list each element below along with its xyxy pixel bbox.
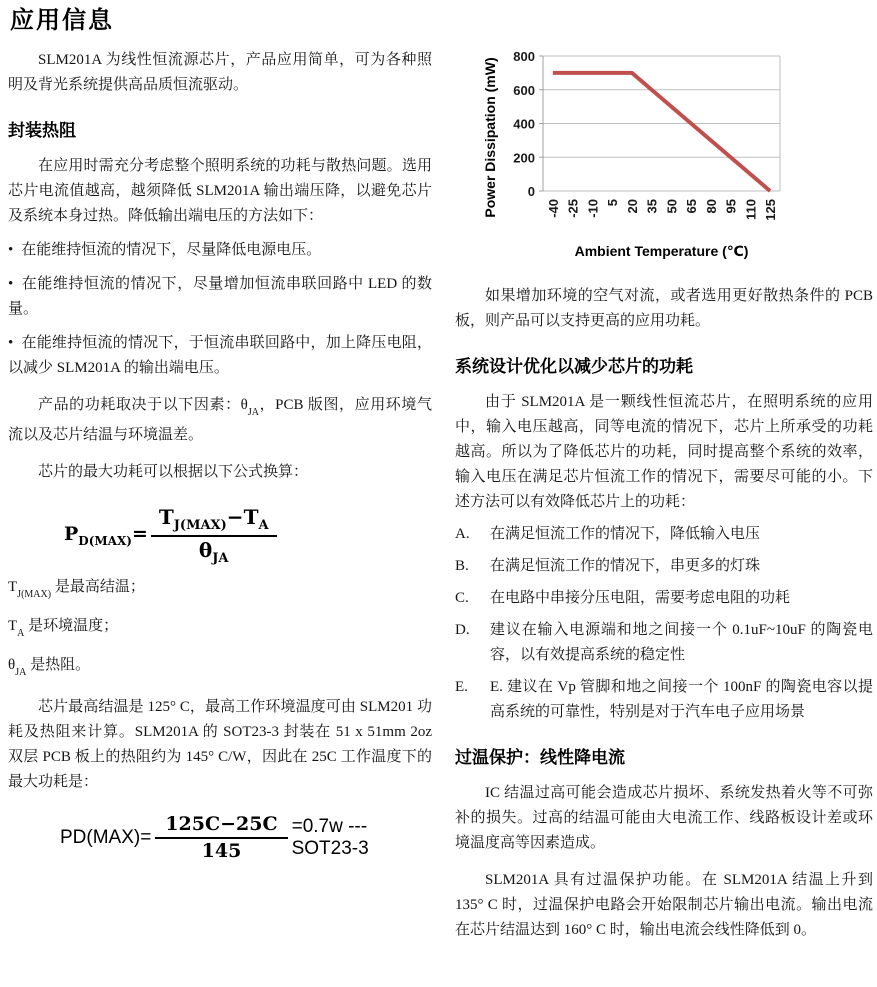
formula-pdmax-value	[60, 813, 432, 862]
list-label: B.	[455, 558, 469, 574]
left-column	[8, 0, 432, 862]
fraction-numerator	[151, 505, 277, 535]
symbol-T: T	[8, 579, 18, 595]
symbol-T: T	[243, 505, 259, 529]
chart-canvas	[455, 42, 791, 267]
theta-symbol: θ	[240, 397, 248, 413]
heading-thermal-protection: 过温保护：线性降电流	[455, 748, 625, 767]
thermal-protection-paragraph-1: IC 结温过高可能会造成芯片损坏、系统发热着火等不可弥补的损失。过高的结温可能由大电流工作、线路板设计差或环境温度高等因素造成。	[455, 785, 873, 851]
equals-sign: =	[131, 523, 148, 546]
x-tick-label: 35	[644, 199, 660, 214]
x-tick-label: 80	[703, 199, 719, 214]
subscript-a: A	[258, 518, 269, 533]
x-tick-label: 5	[605, 199, 621, 207]
bullet-text: 在能维持恒流的情况下，尽量降低电源电压。	[21, 242, 322, 258]
x-tick-label: 20	[624, 199, 640, 214]
max-power-calc-paragraph: 芯片最高结温是 125° C，最高工作环境温度可由 SLM201 功耗及热阻来计算。SLM201A 的 SOT23-3 封装在 51 x 51mm 2oz 双层 PCB 板上的热阻约为 145° C/W，因此在 25C 工作温度下的最大功耗是：	[8, 699, 432, 790]
list-label: A.	[455, 526, 470, 542]
list-text: 在满足恒流工作的情况下，降低输入电压	[490, 526, 761, 542]
subscript-ja: JA	[15, 667, 27, 678]
bullet-icon: •	[8, 335, 14, 351]
power-dissipation-chart	[455, 42, 873, 272]
list-text: 建议在输入电源端和地之间接一个 0.1uF~10uF 的陶瓷电容，以有效提高系统的稳定性	[490, 622, 873, 663]
definition-text: 是热阻。	[26, 657, 91, 673]
x-tick-label: 110	[743, 199, 759, 220]
x-tick-label: 65	[684, 199, 700, 214]
formula-pdmax	[64, 505, 432, 566]
x-tick-label: -25	[565, 199, 581, 218]
formula-intro-paragraph: 芯片的最大功耗可以根据以下公式换算：	[38, 464, 309, 480]
fraction	[151, 505, 277, 566]
factors-paragraph	[8, 393, 432, 448]
heading-package-thermal: 封装热阻	[8, 121, 76, 140]
subscript-jmax: J(MAX)	[17, 589, 52, 600]
airflow-paragraph: 如果增加环境的空气对流，或者选用更好散热条件的 PCB 板，则产品可以支持更高的应用功耗。	[455, 288, 873, 329]
theta-subscript: JA	[247, 407, 259, 418]
list-item-b	[455, 554, 873, 579]
list-item-e	[455, 675, 873, 725]
x-tick-label: 95	[723, 199, 739, 214]
symbol-T: T	[158, 505, 174, 529]
fraction	[155, 813, 287, 862]
factors-prefix: 产品的功耗取决于以下因素：	[38, 397, 241, 413]
list-item-d	[455, 618, 873, 668]
factors-suffix: ，PCB 版图，应用环境气流以及芯片结温与环境温差。	[8, 397, 432, 443]
x-tick-label: 50	[664, 199, 680, 214]
fraction-denominator	[151, 535, 277, 566]
x-tick-label: -40	[545, 199, 561, 218]
symbol-theta: θ	[8, 657, 16, 673]
system-design-paragraph: 由于 SLM201A 是一颗线性恒流芯片，在照明系统的应用中，输入电压越高，同等电流的情况下，芯片上所承受的功耗越高。所以为了降低芯片的功耗，同时提高整个系统的效率，输入电压在满足芯片恒流工作的情况下，需要尽可能的小。下述方法可以有效降低芯片上的功耗：	[455, 394, 873, 510]
minus-sign: −	[226, 505, 244, 529]
formula-result: =0.7w --- SOT23-3	[291, 815, 369, 859]
subscript-dmax: D(MAX)	[78, 533, 132, 548]
fraction-denominator: 145	[155, 837, 287, 862]
right-column	[455, 0, 873, 943]
bullet-text: 在能维持恒流的情况下，于恒流串联回路中，加上降压电阻，以减少 SLM201A 的输出端电压。	[8, 335, 432, 376]
symbol-P: P	[64, 523, 79, 546]
definition-text: 是最高结温；	[51, 579, 145, 595]
list-text: 在电路中串接分压电阻，需要考虑电阻的功耗	[490, 590, 791, 606]
y-tick-label: 800	[513, 49, 535, 64]
bullet-icon: •	[8, 276, 14, 292]
symbol-theta: θ	[198, 538, 213, 562]
list-item-c	[455, 586, 873, 611]
bullet-item	[8, 331, 432, 381]
bullet-text: 在能维持恒流的情况下，尽量增加恒流串联回路中 LED 的数量。	[8, 276, 432, 317]
y-tick-label: 0	[527, 184, 535, 199]
y-tick-label: 200	[513, 150, 535, 166]
x-tick-label: -10	[585, 199, 601, 218]
definition-ta	[8, 614, 432, 644]
y-axis-title: Power Dissipation (mW)	[482, 57, 498, 218]
y-tick-label: 400	[513, 116, 535, 132]
subscript-a: A	[17, 628, 25, 639]
power-derating-line	[553, 73, 770, 191]
subscript-jmax: J(MAX)	[173, 518, 227, 533]
subscript-ja: JA	[212, 551, 229, 566]
intro-paragraph: SLM201A 为线性恒流源芯片，产品应用简单，可为各种照明及背光系统提供高品质恒流驱动。	[8, 52, 432, 93]
fraction-numerator: 125C−25C	[165, 813, 278, 835]
x-tick-label: 125	[763, 199, 779, 221]
bullet-item	[8, 272, 432, 322]
list-text: 在满足恒流工作的情况下，串更多的灯珠	[490, 558, 761, 574]
list-item-a	[455, 522, 873, 547]
symbol-T: T	[8, 618, 18, 634]
list-label: D.	[455, 622, 470, 638]
heading-system-design: 系统设计优化以减少芯片的功耗	[455, 357, 693, 376]
y-tick-label: 600	[513, 82, 535, 98]
definition-theta-ja	[8, 653, 432, 683]
definition-text: 是环境温度；	[24, 618, 119, 634]
formula-lhs: PD(MAX)=	[60, 826, 152, 848]
list-label: E.	[455, 679, 468, 695]
definition-tjmax	[8, 575, 432, 605]
formula-lhs	[64, 523, 148, 548]
bullet-icon: •	[8, 242, 14, 258]
bullet-item	[8, 238, 432, 263]
list-label: C.	[455, 590, 469, 606]
thermal-protection-paragraph-2: SLM201A 具有过温保护功能。在 SLM201A 结温上升到 135° C 时，过温保护电路会开始限制芯片输出电流。输出电流在芯片结温达到 160° C 时，输出电流会线性降低到 0。	[455, 872, 873, 938]
list-text: E. 建议在 Vp 管脚和地之间接一个 100nF 的陶瓷电容以提高系统的可靠性，特别是对于汽车电子应用场景	[490, 679, 873, 720]
x-axis-title: Ambient Temperature (℃)	[574, 243, 749, 259]
page-title: 应用信息	[10, 7, 114, 34]
thermal-paragraph: 在应用时需充分考虑整个照明系统的功耗与散热问题。选用芯片电流值越高，越须降低 SLM201A 输出端压降，以避免芯片及系统本身过热。降低输出端电压的方法如下：	[8, 158, 432, 224]
